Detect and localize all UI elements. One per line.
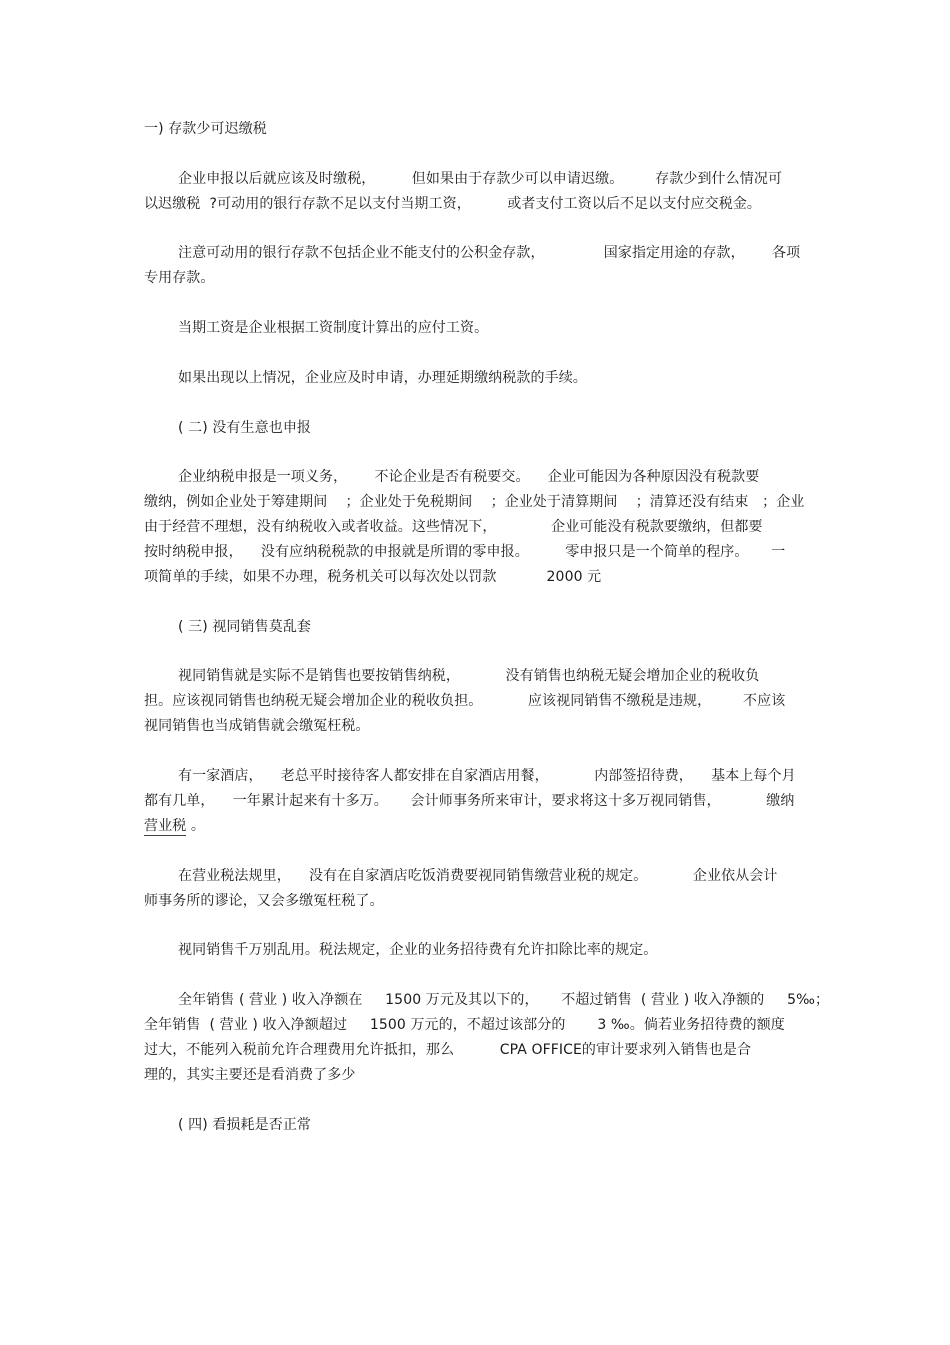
paragraph-10-line-2: 全年销售 ( 营业 ) 收入净额超过 1500 万元的，不超过该部分的 3 ‰。倘若业务招待费的额度 <box>144 1017 785 1033</box>
paragraph-4-line-1: 如果出现以上情况，企业应及时申请，办理延期缴纳税款的手续。 <box>178 370 587 386</box>
paragraph-7-line-2: 都有几单， 一年累计起来有十多万。 会计师事务所来审计，要求将这十多万视同销售， 缴纳 <box>144 793 795 809</box>
paragraph-1-line-1: 企业申报以后就应该及时缴税， 但如果由于存款少可以申请迟缴。 存款少到什么情况可 <box>178 171 783 187</box>
paragraph-8-line-1: 在营业税法规里， 没有在自家酒店吃饭消费要视同销售缴营业税的规定。 企业依从会计 <box>178 868 778 884</box>
section-heading-1: 一) 存款少可迟缴税 <box>144 121 267 137</box>
section-heading-3: ( 三) 视同销售莫乱套 <box>178 619 312 635</box>
paragraph-7-line-1: 有一家酒店， 老总平时接待客人都安排在自家酒店用餐， 内部签招待费， 基本上每个月 <box>178 768 796 784</box>
paragraph-8-line-2: 师事务所的谬论，又会多缴冤枉税了。 <box>144 893 384 909</box>
paragraph-6-line-2: 担。应该视同销售也纳税无疑会增加企业的税收负担。 应该视同销售不缴税是违规， 不应该 <box>144 693 786 709</box>
paragraph-10-line-1: 全年销售 ( 营业 ) 收入净额在 1500 万元及其以下的， 不超过销售 ( 营业 ) 收入净额的 5‰； <box>178 992 830 1008</box>
paragraph-5-line-4: 按时纳税申报， 没有应纳税税款的申报就是所谓的零申报。 零申报只是一个简单的程序。 一 <box>144 544 786 560</box>
paragraph-7-line-3 <box>144 816 205 836</box>
paragraph-1-line-2: 以迟缴税 ?可动用的银行存款不足以支付当期工资， 或者支付工资以后不足以支付应交税金。 <box>144 196 762 212</box>
section-heading-4: ( 四) 看损耗是否正常 <box>178 1117 312 1133</box>
paragraph-5-line-3: 由于经营不理想，没有纳税收入或者收益。这些情况下， 企业可能没有税款要缴纳，但都要 <box>144 519 763 535</box>
paragraph-10-line-3: 过大，不能列入税前允许合理费用允许抵扣，那么 CPA OFFICE的审计要求列入销售也是合 <box>144 1042 752 1058</box>
paragraph-5-line-1: 企业纳税申报是一项义务， 不论企业是否有税要交。 企业可能因为各种原因没有税款要 <box>178 469 760 485</box>
paragraph-10-line-4: 理的，其实主要还是看消费了多少 <box>144 1067 356 1083</box>
paragraph-9-line-1: 视同销售千万别乱用。税法规定，企业的业务招待费有允许扣除比率的规定。 <box>178 942 658 958</box>
underlined-term: 营业税 <box>144 818 187 834</box>
paragraph-6-line-1: 视同销售就是实际不是销售也要按销售纳税， 没有销售也纳税无疑会增加企业的税收负 <box>178 668 760 684</box>
section-heading-2: ( 二) 没有生意也申报 <box>178 420 312 436</box>
paragraph-2-line-1: 注意可动用的银行存款不包括企业不能支付的公积金存款， 国家指定用途的存款， 各项 <box>178 245 801 261</box>
paragraph-6-line-3: 视同销售也当成销售就会缴冤枉税。 <box>144 718 370 734</box>
paragraph-3-line-1: 当期工资是企业根据工资制度计算出的应付工资。 <box>178 320 489 336</box>
paragraph-5-line-2: 缴纳，例如企业处于筹建期间 ；企业处于免税期间 ；企业处于清算期间 ；清算还没有结束 ；企业 <box>144 494 805 510</box>
paragraph-7-line-3-rest: 。 <box>186 818 205 834</box>
paragraph-2-line-2: 专用存款。 <box>144 270 215 286</box>
paragraph-5-line-5: 项简单的手续，如果不办理，税务机关可以每次处以罚款 2000 元 <box>144 569 602 585</box>
